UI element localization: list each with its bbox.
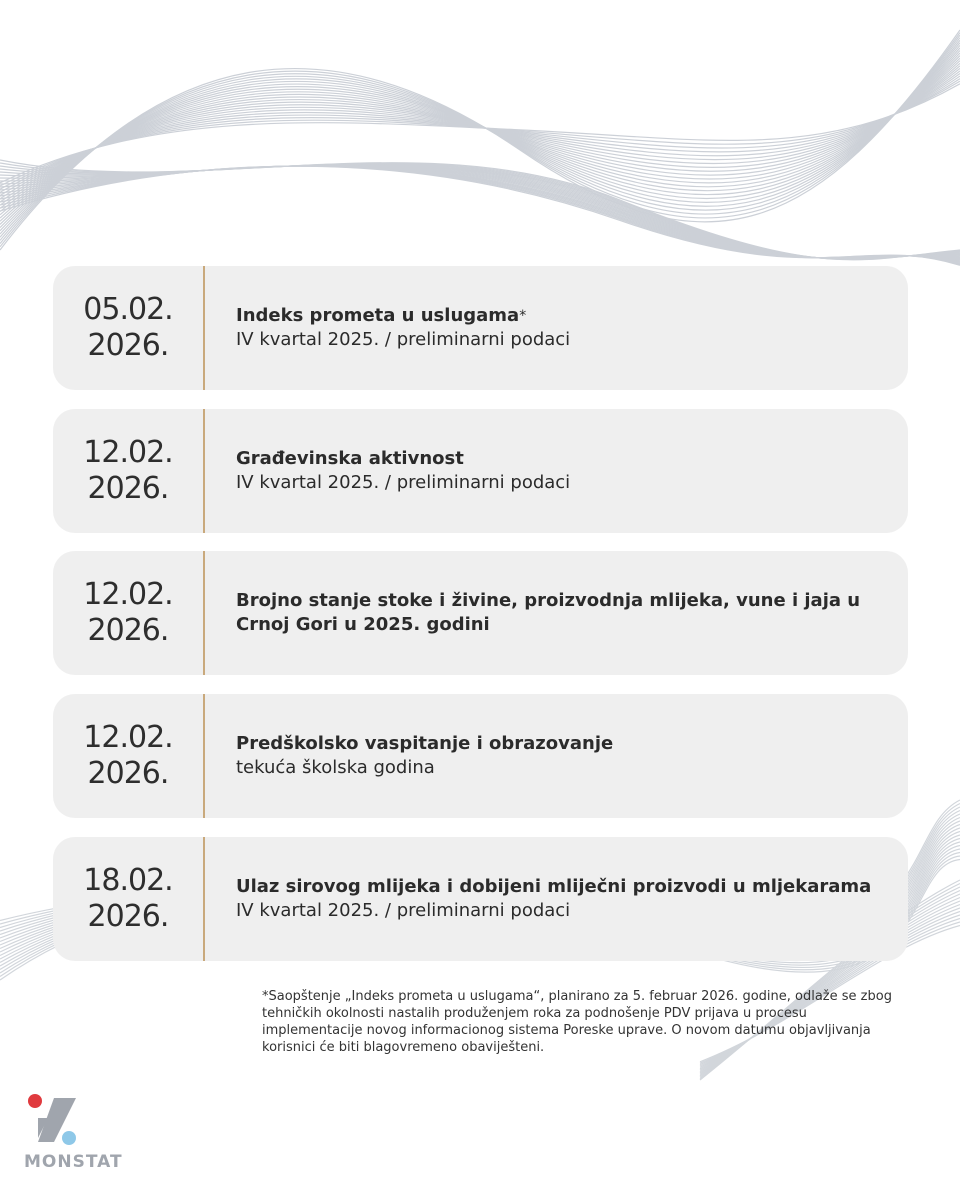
release-date (53, 551, 203, 675)
release-title: Ulaz sirovog mlijeka i dobijeni mliječni proizvodi u mljekarama (236, 876, 872, 897)
release-date (53, 266, 203, 390)
calendar-item (53, 837, 908, 961)
release-date (53, 409, 203, 533)
date-year: 2026. (87, 756, 169, 791)
release-subtitle: IV kvartal 2025. / preliminarni podaci (236, 329, 571, 350)
date-year: 2026. (87, 613, 169, 648)
release-title (236, 304, 876, 328)
release-date (53, 837, 203, 961)
date-day-month: 12.02. (83, 435, 173, 470)
date-day-month: 18.02. (83, 863, 173, 898)
release-info (236, 694, 876, 818)
footnote: *Saopštenje „Indeks prometa u uslugama“, planirano za 5. februar 2026. godine, odlaže se zbog tehničkih okolnosti nastalih produženjem roka za podnošenje PDV prijava u procesu implementacije novog informacionog sistema Poreske uprave. O novom datumu objavljivanja korisnici će biti blagovremeno obaviješteni. (262, 989, 892, 1055)
wave-line (0, 30, 960, 250)
date-year: 2026. (87, 899, 169, 934)
divider (203, 409, 205, 533)
release-title-text: Indeks prometa u uslugama (236, 305, 520, 326)
date-day-month: 12.02. (83, 577, 173, 612)
release-date (53, 694, 203, 818)
release-info (236, 409, 876, 533)
release-title: Predškolsko vaspitanje i obrazovanje (236, 733, 614, 754)
release-info (236, 837, 876, 961)
divider (203, 837, 205, 961)
wave-line (0, 45, 960, 230)
release-info (236, 551, 876, 675)
wave-line (0, 48, 960, 228)
calendar-item (53, 551, 908, 675)
date-day-month: 12.02. (83, 720, 173, 755)
release-subtitle: tekuća školska godina (236, 757, 435, 778)
date-day-month: 05.02. (83, 292, 173, 327)
divider (203, 551, 205, 675)
footnote-mark: * (519, 308, 527, 324)
calendar-item (53, 266, 908, 390)
release-subtitle: IV kvartal 2025. / preliminarni podaci (236, 900, 571, 921)
divider (203, 694, 205, 818)
release-title: Građevinska aktivnost (236, 448, 464, 469)
release-info (236, 266, 876, 390)
divider (203, 266, 205, 390)
date-year: 2026. (87, 471, 169, 506)
date-year: 2026. (87, 328, 169, 363)
logo-wordmark: MONSTAT (24, 1152, 123, 1172)
wave-line (0, 40, 960, 237)
wave-line (0, 43, 960, 234)
calendar-item (53, 409, 908, 533)
release-subtitle: IV kvartal 2025. / preliminarni podaci (236, 472, 571, 493)
calendar-item (53, 694, 908, 818)
release-title: Brojno stanje stoke i živine, proizvodnja mlijeka, vune i jaja u Crnoj Gori u 2025. godini (236, 590, 861, 635)
